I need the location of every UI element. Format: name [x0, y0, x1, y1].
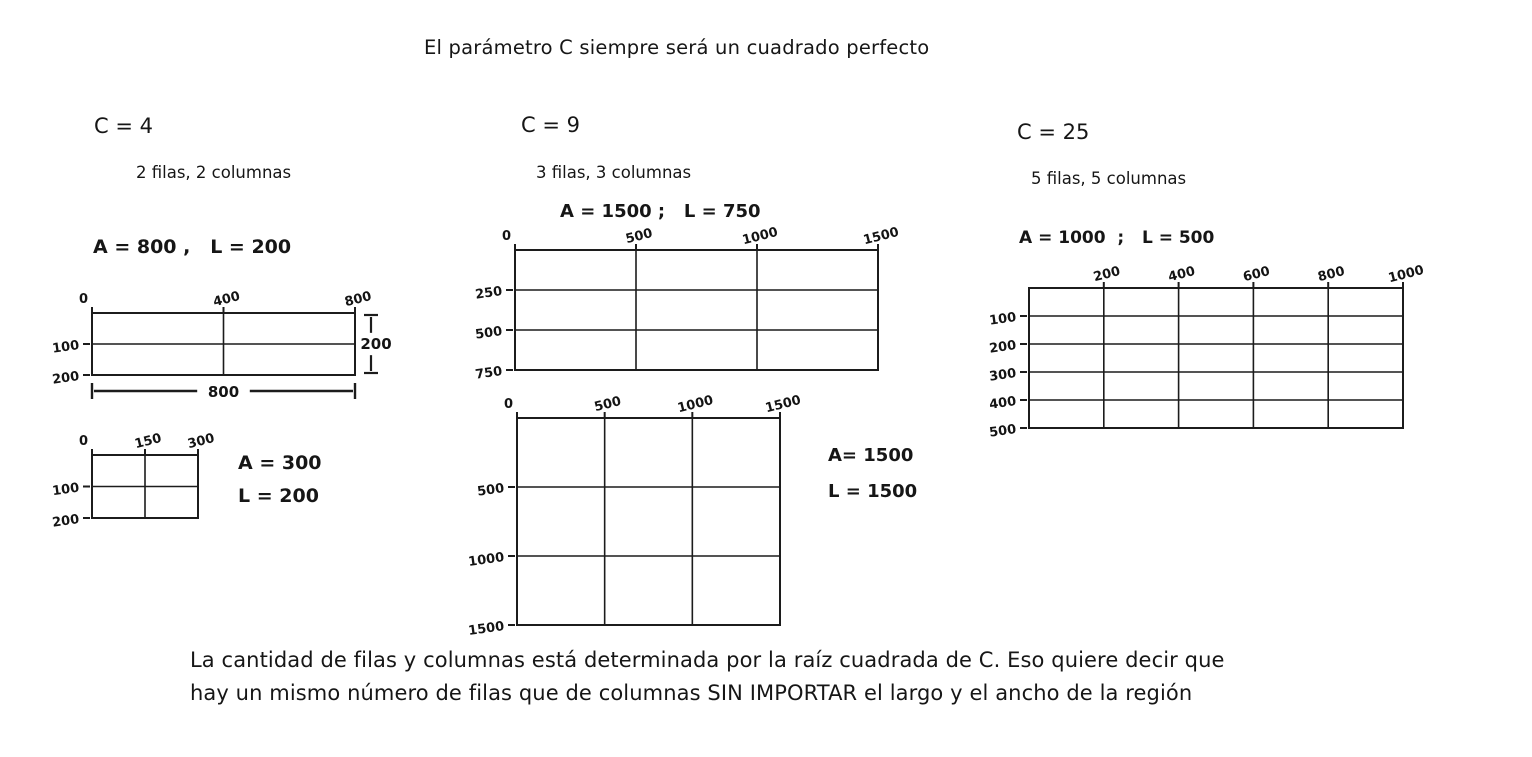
- svg-text:100: 100: [51, 480, 81, 500]
- grid-canvas: [987, 262, 1481, 486]
- grid-c25-rectangle: [987, 262, 1481, 486]
- svg-text:1000: 1000: [467, 550, 506, 570]
- svg-text:500: 500: [474, 324, 504, 343]
- svg-text:100: 100: [51, 338, 81, 357]
- footer-line-2: hay un mismo número de filas que de columnas SIN IMPORTAR el largo y el ancho de la región: [190, 680, 1193, 705]
- section-c25-heading: C = 25: [1017, 120, 1090, 144]
- svg-text:0: 0: [78, 292, 88, 307]
- svg-text:0: 0: [501, 229, 511, 244]
- svg-text:200: 200: [360, 335, 392, 353]
- svg-text:200: 200: [1091, 264, 1122, 286]
- grid-canvas: [50, 287, 433, 433]
- annotation-c4-area: A = 300: [238, 452, 322, 474]
- svg-text:300: 300: [988, 366, 1018, 385]
- annotation-c9-length: L = 1500: [828, 481, 918, 502]
- svg-text:1000: 1000: [676, 392, 715, 417]
- footer-line-1: La cantidad de filas y columnas está determinada por la raíz cuadrada de C. Eso quiere decir que: [190, 648, 1225, 672]
- annotation-c4-small: [238, 447, 322, 513]
- page-title: El parámetro C siempre será un cuadrado perfecto: [424, 36, 930, 59]
- annotation-c9-area: A= 1500: [828, 445, 914, 466]
- section-c25-subheading: 5 filas, 5 columnas: [1031, 169, 1187, 188]
- svg-text:100: 100: [988, 310, 1018, 329]
- svg-text:800: 800: [343, 289, 374, 311]
- svg-text:250: 250: [474, 284, 504, 303]
- annotation-c4-length: L = 200: [238, 485, 319, 507]
- section-c4-heading: C = 4: [94, 114, 153, 138]
- svg-text:500: 500: [592, 394, 623, 416]
- svg-text:1500: 1500: [763, 392, 803, 417]
- svg-text:200: 200: [51, 512, 81, 531]
- svg-text:800: 800: [207, 383, 240, 401]
- svg-text:500: 500: [624, 226, 655, 248]
- svg-text:500: 500: [476, 481, 506, 500]
- svg-text:400: 400: [988, 394, 1018, 413]
- svg-text:750: 750: [474, 364, 504, 383]
- svg-text:400: 400: [211, 289, 242, 311]
- svg-text:1000: 1000: [740, 224, 780, 249]
- svg-text:500: 500: [988, 422, 1018, 441]
- grid-c9-square: [467, 392, 858, 683]
- section-c4-subheading: 2 filas, 2 columnas: [136, 163, 292, 182]
- svg-text:1000: 1000: [1386, 262, 1426, 287]
- section-c9-subheading: 3 filas, 3 columnas: [536, 163, 692, 182]
- svg-text:150: 150: [133, 431, 164, 453]
- section-c25-params: A = 1000 ; L = 500: [1019, 228, 1215, 248]
- svg-text:1500: 1500: [861, 224, 901, 249]
- annotation-c9-square: [828, 438, 917, 510]
- svg-text:200: 200: [988, 338, 1018, 357]
- svg-text:1500: 1500: [467, 619, 506, 639]
- svg-text:300: 300: [186, 431, 217, 453]
- section-c9-params: A = 1500 ; L = 750: [560, 201, 761, 222]
- svg-text:0: 0: [78, 434, 88, 449]
- grid-c4-rectangle: [50, 287, 433, 433]
- svg-text:800: 800: [1316, 264, 1347, 286]
- svg-text:200: 200: [51, 369, 81, 388]
- section-c9-heading: C = 9: [521, 113, 580, 137]
- section-c4-params: A = 800 , L = 200: [93, 236, 292, 258]
- svg-text:0: 0: [503, 397, 513, 412]
- grid-canvas: [467, 392, 858, 683]
- footer-note: [190, 644, 1225, 709]
- svg-text:600: 600: [1241, 264, 1272, 286]
- svg-text:400: 400: [1166, 264, 1197, 286]
